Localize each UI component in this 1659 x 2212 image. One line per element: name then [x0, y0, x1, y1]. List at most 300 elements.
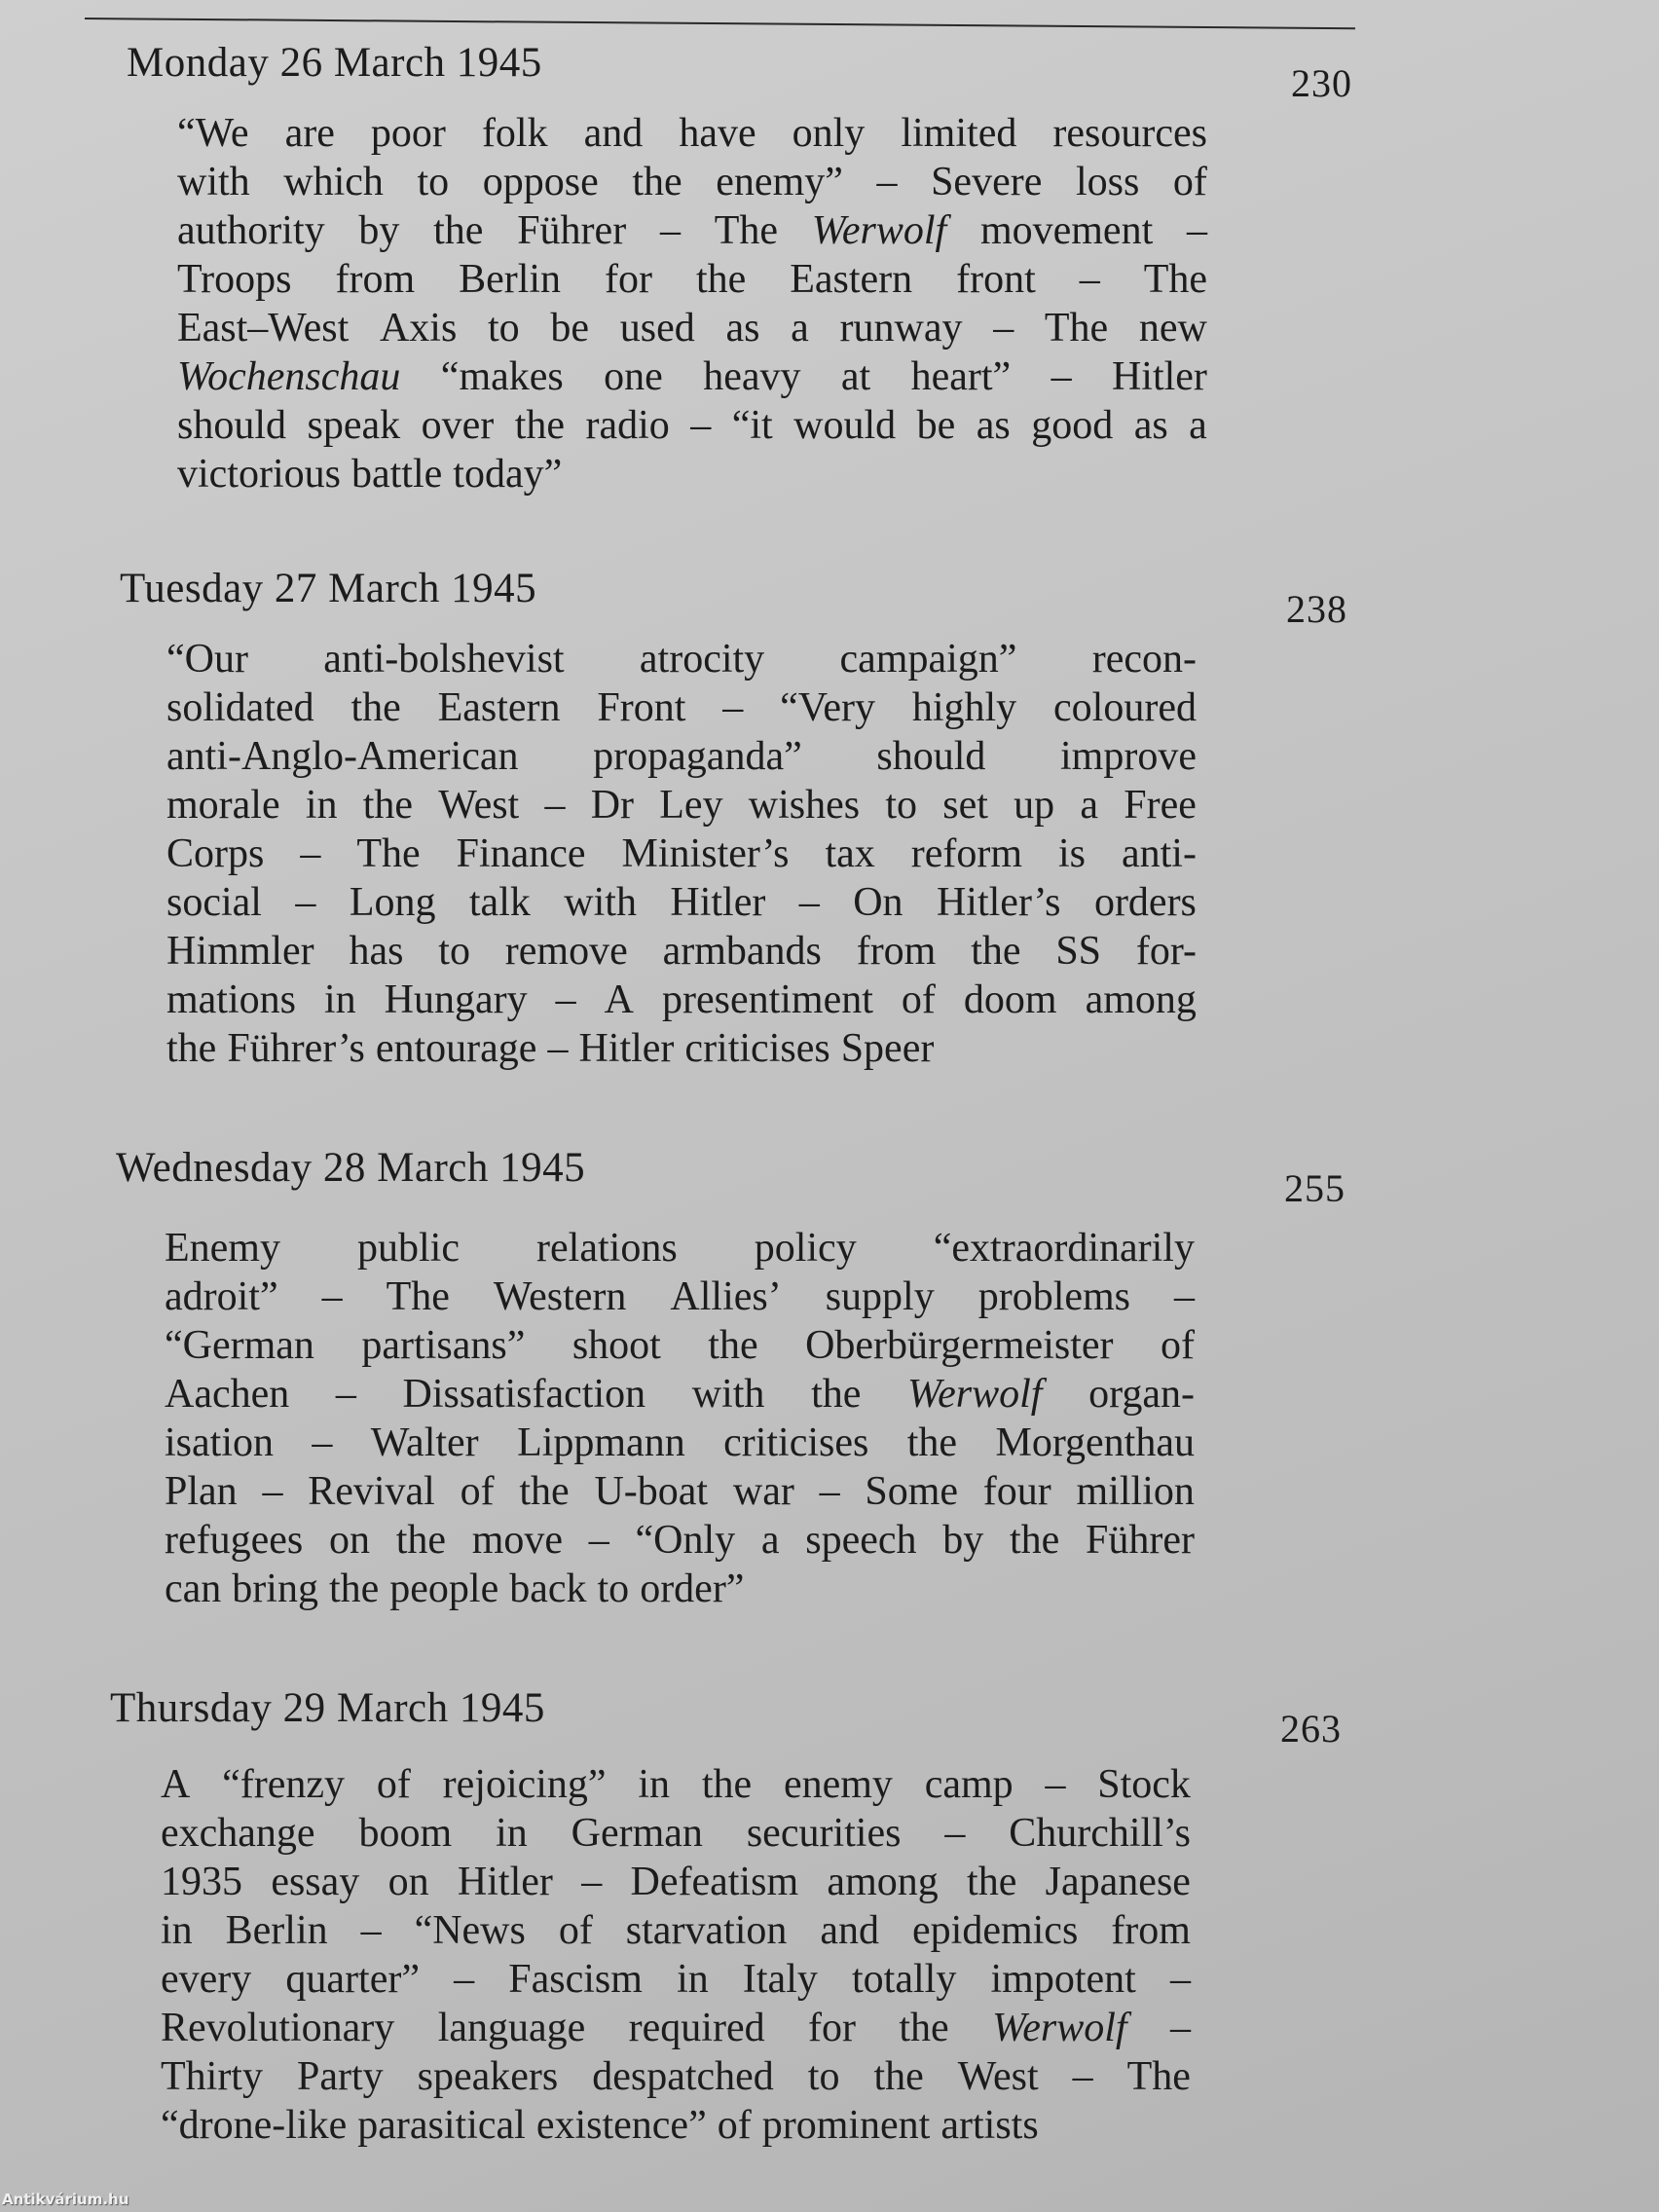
summary-line: [177, 304, 1207, 352]
summary-word: East–West: [177, 306, 350, 350]
summary-word: Thirty: [161, 2054, 263, 2099]
summary-word: –: [300, 831, 321, 876]
summary-word: the: [899, 2006, 949, 2050]
summary-word: the: [395, 1518, 446, 1563]
summary-word: war: [732, 1469, 794, 1514]
summary-word: in: [638, 1762, 671, 1807]
summary-word: from: [1111, 1908, 1191, 1953]
summary-word: a: [1189, 403, 1207, 448]
summary-line: [161, 1809, 1191, 1858]
summary-word: the: [708, 1323, 758, 1368]
summary-word: Morgenthau: [995, 1420, 1195, 1465]
summary-line: [166, 683, 1197, 732]
summary-word: has: [349, 929, 404, 974]
summary-word: propaganda”: [593, 734, 802, 779]
summary-line: [177, 206, 1207, 255]
summary-word: campaign”: [839, 637, 1017, 682]
summary-word: up: [1014, 783, 1055, 828]
summary-word: authority: [177, 208, 325, 253]
summary-word: 1935: [161, 1860, 242, 1904]
summary-word: only: [792, 111, 866, 156]
summary-word: today”: [453, 452, 563, 497]
summary-word: to: [438, 929, 470, 974]
summary-word: would: [793, 403, 897, 448]
summary-word: to: [597, 1567, 630, 1611]
summary-word: relations: [536, 1226, 678, 1271]
summary-word: –: [295, 880, 316, 925]
summary-word: The: [1143, 257, 1207, 302]
summary-word: –: [1187, 208, 1207, 253]
summary-word: are: [284, 111, 335, 156]
summary-word: a: [760, 1518, 780, 1563]
summary-word: the: [350, 685, 401, 730]
summary-word: –: [1072, 2054, 1093, 2099]
summary-word: Führer’s: [227, 1026, 365, 1071]
entry-summary: [165, 1224, 1195, 1613]
summary-word: –: [555, 977, 576, 1022]
summary-word: for: [605, 257, 652, 302]
summary-word: shoot: [571, 1323, 661, 1368]
summary-word: –: [360, 1908, 382, 1953]
summary-word: Dr: [590, 783, 635, 828]
summary-word: armbands: [662, 929, 822, 974]
summary-word: Minister’s: [621, 831, 790, 876]
entry-heading: Wednesday 28 March 1945: [116, 1145, 586, 1191]
summary-word: SS: [1055, 929, 1102, 974]
summary-word: rejoicing”: [442, 1762, 607, 1807]
summary-word: as: [976, 403, 1011, 448]
summary-word: The: [356, 831, 421, 876]
summary-word: reform: [910, 831, 1023, 876]
summary-line: [165, 1224, 1195, 1272]
summary-word: “German: [165, 1323, 314, 1368]
summary-word: –: [876, 160, 898, 204]
summary-word: “We: [177, 111, 249, 156]
summary-word: Corps: [166, 831, 265, 876]
summary-word: the: [514, 403, 566, 448]
summary-line: [161, 2101, 1191, 2150]
summary-word: in: [677, 1957, 709, 2002]
summary-word: poor: [370, 111, 446, 156]
summary-word: artists: [940, 2103, 1039, 2148]
summary-word: –: [1174, 1274, 1195, 1319]
summary-word: The: [386, 1274, 450, 1319]
summary-word: for-: [1135, 929, 1197, 974]
summary-word: runway: [839, 306, 963, 350]
summary-word: the: [433, 208, 484, 253]
summary-word: parasitical: [357, 2103, 526, 2148]
summary-word: million: [1076, 1469, 1195, 1514]
summary-word: –: [1169, 1957, 1191, 2002]
summary-word: criticises: [684, 1026, 830, 1071]
summary-word: Hungary: [384, 977, 528, 1022]
summary-word: speech: [805, 1518, 917, 1563]
summary-word: Revolutionary: [161, 2006, 395, 2050]
summary-word: Werwolf: [992, 2006, 1127, 2050]
summary-word: –: [312, 1420, 333, 1465]
summary-word: despatched: [592, 2054, 774, 2099]
summary-word: Revival: [308, 1469, 435, 1514]
summary-word: which: [283, 160, 384, 204]
summary-word: at: [840, 354, 871, 399]
summary-word: folk: [481, 111, 548, 156]
summary-word: in: [324, 977, 356, 1022]
summary-word: Walter: [370, 1420, 479, 1465]
summary-word: The: [1044, 306, 1109, 350]
summary-word: Severe: [931, 160, 1043, 204]
summary-word: Hitler’s: [936, 880, 1061, 925]
summary-word: as: [725, 306, 760, 350]
summary-word: set: [942, 783, 988, 828]
summary-word: exchange: [161, 1811, 315, 1856]
summary-word: Free: [1124, 783, 1197, 828]
summary-word: by: [942, 1518, 984, 1563]
top-rule: [85, 18, 1355, 29]
summary-word: Enemy: [165, 1226, 280, 1271]
summary-word: resources: [1052, 111, 1207, 156]
summary-word: totally: [852, 1957, 957, 2002]
summary-word: On: [853, 880, 903, 925]
summary-word: Eastern: [437, 685, 561, 730]
summary-word: limited: [901, 111, 1017, 156]
summary-word: starvation: [625, 1908, 788, 1953]
summary-line: [161, 1858, 1191, 1906]
summary-word: solidated: [166, 685, 314, 730]
summary-word: anti-: [1122, 831, 1197, 876]
summary-word: West: [957, 2054, 1039, 2099]
watermark-logo: Antikvárium.hu: [2, 2191, 129, 2208]
summary-word: Werwolf: [907, 1372, 1043, 1417]
summary-word: Churchill’s: [1009, 1811, 1191, 1856]
summary-word: camp: [924, 1762, 1014, 1807]
summary-word: –: [454, 1957, 475, 2002]
summary-word: Finance: [456, 831, 586, 876]
summary-word: “makes: [440, 354, 564, 399]
summary-word: Party: [296, 2054, 384, 2099]
summary-word: of: [1160, 1323, 1195, 1368]
summary-word: for: [808, 2006, 856, 2050]
summary-word: Berlin: [459, 257, 562, 302]
summary-word: boom: [358, 1811, 453, 1856]
summary-word: securities: [746, 1811, 902, 1856]
summary-word: Himmler: [166, 929, 314, 974]
summary-word: prominent: [761, 2103, 931, 2148]
summary-word: in: [161, 1908, 193, 1953]
summary-word: “News: [414, 1908, 526, 1953]
summary-word: the: [906, 1420, 958, 1465]
summary-word: speak: [307, 403, 401, 448]
summary-word: with: [564, 880, 637, 925]
summary-word: Stock: [1097, 1762, 1191, 1807]
summary-line: [165, 1467, 1195, 1516]
summary-word: isation: [165, 1420, 274, 1465]
summary-word: good: [1031, 403, 1114, 448]
summary-word: –: [659, 208, 681, 253]
summary-word: highly: [911, 685, 1017, 730]
summary-word: refugees: [165, 1518, 304, 1563]
summary-word: improve: [1060, 734, 1197, 779]
summary-word: German: [571, 1811, 703, 1856]
summary-word: “Only: [635, 1518, 736, 1563]
entry-summary: [166, 635, 1197, 1073]
summary-word: atrocity: [639, 637, 765, 682]
summary-word: mations: [166, 977, 296, 1022]
summary-word: “extraordinarily: [933, 1226, 1195, 1271]
summary-word: The: [714, 208, 778, 253]
summary-word: four: [982, 1469, 1051, 1514]
summary-word: every: [161, 1957, 252, 2002]
summary-word: The: [1126, 2054, 1191, 2099]
summary-word: Hitler: [1111, 354, 1207, 399]
summary-word: Wochenschau: [177, 354, 401, 399]
summary-word: Aachen: [165, 1372, 290, 1417]
summary-word: bring: [232, 1567, 318, 1611]
summary-word: quarter”: [285, 1957, 420, 2002]
summary-word: Some: [865, 1469, 959, 1514]
summary-word: presentiment: [661, 977, 873, 1022]
summary-word: Eastern: [790, 257, 913, 302]
summary-line: [166, 878, 1197, 927]
summary-word: radio: [585, 403, 670, 448]
summary-word: from: [856, 929, 937, 974]
summary-word: the: [632, 160, 682, 204]
summary-word: “Very: [780, 685, 876, 730]
summary-word: Dissatisfaction: [402, 1372, 646, 1417]
summary-word: Western: [493, 1274, 627, 1319]
summary-line: [161, 2052, 1191, 2101]
summary-word: A: [604, 977, 634, 1022]
summary-word: enemy”: [716, 160, 843, 204]
summary-word: is: [1058, 831, 1087, 876]
summary-line: [166, 732, 1197, 781]
summary-word: and: [583, 111, 644, 156]
summary-word: talk: [468, 880, 531, 925]
summary-word: Fascism: [508, 1957, 643, 2002]
summary-word: Ley: [659, 783, 723, 828]
summary-word: of: [901, 977, 936, 1022]
summary-word: in: [496, 1811, 528, 1856]
summary-word: language: [437, 2006, 586, 2050]
summary-word: epidemics: [912, 1908, 1079, 1953]
summary-word: can: [165, 1567, 222, 1611]
summary-line: [165, 1565, 1195, 1613]
summary-word: Speer: [840, 1026, 935, 1071]
summary-word: new: [1138, 306, 1207, 350]
summary-word: to: [885, 783, 918, 828]
summary-word: Japanese: [1045, 1860, 1191, 1904]
summary-word: over: [421, 403, 495, 448]
summary-word: Oberbürgermeister: [805, 1323, 1114, 1368]
summary-line: [177, 450, 1207, 498]
summary-word: move: [471, 1518, 564, 1563]
summary-word: Hitler: [670, 880, 766, 925]
summary-word: –: [993, 306, 1014, 350]
entry-summary: [161, 1760, 1191, 2150]
summary-word: to: [417, 160, 450, 204]
summary-word: the: [328, 1567, 380, 1611]
summary-word: partisans”: [361, 1323, 526, 1368]
summary-word: A: [161, 1762, 191, 1807]
summary-word: recon-: [1091, 637, 1197, 682]
summary-word: Defeatism: [630, 1860, 799, 1904]
summary-word: impotent: [990, 1957, 1136, 2002]
summary-word: Führer: [517, 208, 627, 253]
summary-word: front: [956, 257, 1036, 302]
summary-word: enemy: [783, 1762, 893, 1807]
summary-word: entourage: [375, 1026, 537, 1071]
entry-heading: Monday 26 March 1945: [127, 40, 542, 86]
summary-line: [177, 255, 1207, 304]
page-number: 230: [1291, 61, 1352, 105]
summary-word: of: [1172, 160, 1207, 204]
summary-word: battle: [350, 452, 443, 497]
summary-word: to: [488, 306, 520, 350]
summary-word: “drone-like: [161, 2103, 348, 2148]
summary-word: Werwolf: [811, 208, 947, 253]
page-number: 238: [1286, 587, 1347, 631]
summary-word: Long: [349, 880, 436, 925]
summary-line: [166, 927, 1197, 976]
summary-word: –: [819, 1469, 840, 1514]
summary-word: be: [550, 306, 590, 350]
summary-word: of: [558, 1908, 593, 1953]
page-number: 263: [1280, 1707, 1342, 1751]
summary-line: [166, 781, 1197, 830]
summary-word: of: [717, 2103, 752, 2148]
summary-word: –: [798, 880, 820, 925]
summary-word: West: [438, 783, 520, 828]
summary-word: back: [509, 1567, 587, 1611]
summary-line: [161, 1955, 1191, 2004]
summary-word: Axis: [379, 306, 458, 350]
summary-word: U-boat: [594, 1469, 709, 1514]
summary-word: the: [1009, 1518, 1060, 1563]
summary-word: of: [460, 1469, 495, 1514]
summary-word: from: [335, 257, 416, 302]
summary-line: [161, 2004, 1191, 2052]
summary-word: the: [873, 2054, 924, 2099]
summary-line: [177, 352, 1207, 401]
summary-word: –: [1051, 354, 1072, 399]
summary-word: –: [1169, 2006, 1191, 2050]
summary-word: Hitler: [457, 1860, 553, 1904]
summary-word: adroit”: [165, 1274, 278, 1319]
summary-word: heart”: [910, 354, 1012, 399]
summary-word: should: [876, 734, 986, 779]
summary-word: have: [679, 111, 756, 156]
summary-word: anti-Anglo-American: [166, 734, 519, 779]
summary-word: speakers: [417, 2054, 559, 2099]
summary-word: “frenzy: [222, 1762, 346, 1807]
summary-word: by: [358, 208, 400, 253]
summary-word: among: [827, 1860, 939, 1904]
summary-line: [166, 976, 1197, 1024]
summary-word: the: [166, 1026, 217, 1071]
summary-word: a: [1080, 783, 1099, 828]
summary-word: the: [362, 783, 414, 828]
summary-line: [177, 109, 1207, 158]
summary-word: the: [519, 1469, 570, 1514]
summary-word: in: [305, 783, 338, 828]
summary-word: the: [971, 929, 1021, 974]
entry-summary: [177, 109, 1207, 498]
summary-word: of: [376, 1762, 411, 1807]
summary-word: one: [604, 354, 663, 399]
summary-word: –: [690, 403, 712, 448]
summary-word: essay: [271, 1860, 360, 1904]
summary-line: [177, 401, 1207, 450]
summary-line: [165, 1272, 1195, 1321]
summary-word: –: [1079, 257, 1100, 302]
summary-word: –: [581, 1860, 603, 1904]
summary-line: [165, 1419, 1195, 1467]
summary-word: Allies’: [670, 1274, 782, 1319]
summary-word: “it: [731, 403, 773, 448]
summary-word: morale: [166, 783, 280, 828]
summary-line: [166, 635, 1197, 683]
summary-word: heavy: [703, 354, 801, 399]
summary-word: Hitler: [578, 1026, 675, 1071]
summary-word: orders: [1093, 880, 1197, 925]
summary-line: [165, 1321, 1195, 1370]
summary-word: the: [701, 1762, 753, 1807]
summary-line: [165, 1370, 1195, 1419]
summary-word: problems: [977, 1274, 1131, 1319]
summary-word: used: [619, 306, 695, 350]
summary-word: on: [328, 1518, 370, 1563]
summary-word: on: [387, 1860, 429, 1904]
summary-word: Lippmann: [517, 1420, 685, 1465]
summary-word: to: [807, 2054, 840, 2099]
summary-word: –: [944, 1811, 966, 1856]
summary-word: required: [628, 2006, 765, 2050]
summary-word: be: [916, 403, 956, 448]
summary-word: with: [691, 1372, 765, 1417]
summary-word: –: [588, 1518, 609, 1563]
summary-word: Troops: [177, 257, 292, 302]
summary-word: –: [1045, 1762, 1066, 1807]
summary-line: [161, 1760, 1191, 1809]
summary-word: Italy: [742, 1957, 818, 2002]
summary-word: wishes: [748, 783, 861, 828]
summary-word: as: [1133, 403, 1168, 448]
summary-word: the: [967, 1860, 1017, 1904]
summary-word: Front: [597, 685, 686, 730]
summary-word: victorious: [177, 452, 341, 497]
summary-word: the: [811, 1372, 862, 1417]
summary-word: –: [262, 1469, 283, 1514]
summary-line: [165, 1516, 1195, 1565]
entry-heading: Thursday 29 March 1945: [110, 1685, 545, 1731]
summary-word: order”: [640, 1567, 745, 1611]
summary-word: people: [389, 1567, 499, 1611]
summary-word: loss: [1075, 160, 1140, 204]
summary-word: supply: [825, 1274, 935, 1319]
summary-line: [166, 1024, 1197, 1073]
summary-word: existence”: [535, 2103, 707, 2148]
summary-word: –: [544, 783, 566, 828]
summary-word: Berlin: [225, 1908, 328, 1953]
summary-word: with: [177, 160, 250, 204]
summary-word: Führer: [1085, 1518, 1195, 1563]
summary-word: remove: [504, 929, 628, 974]
summary-word: coloured: [1053, 685, 1197, 730]
summary-word: policy: [754, 1226, 857, 1271]
summary-line: [177, 158, 1207, 206]
summary-word: movement: [979, 208, 1154, 253]
summary-word: doom: [963, 977, 1057, 1022]
summary-word: anti-bolshevist: [323, 637, 565, 682]
